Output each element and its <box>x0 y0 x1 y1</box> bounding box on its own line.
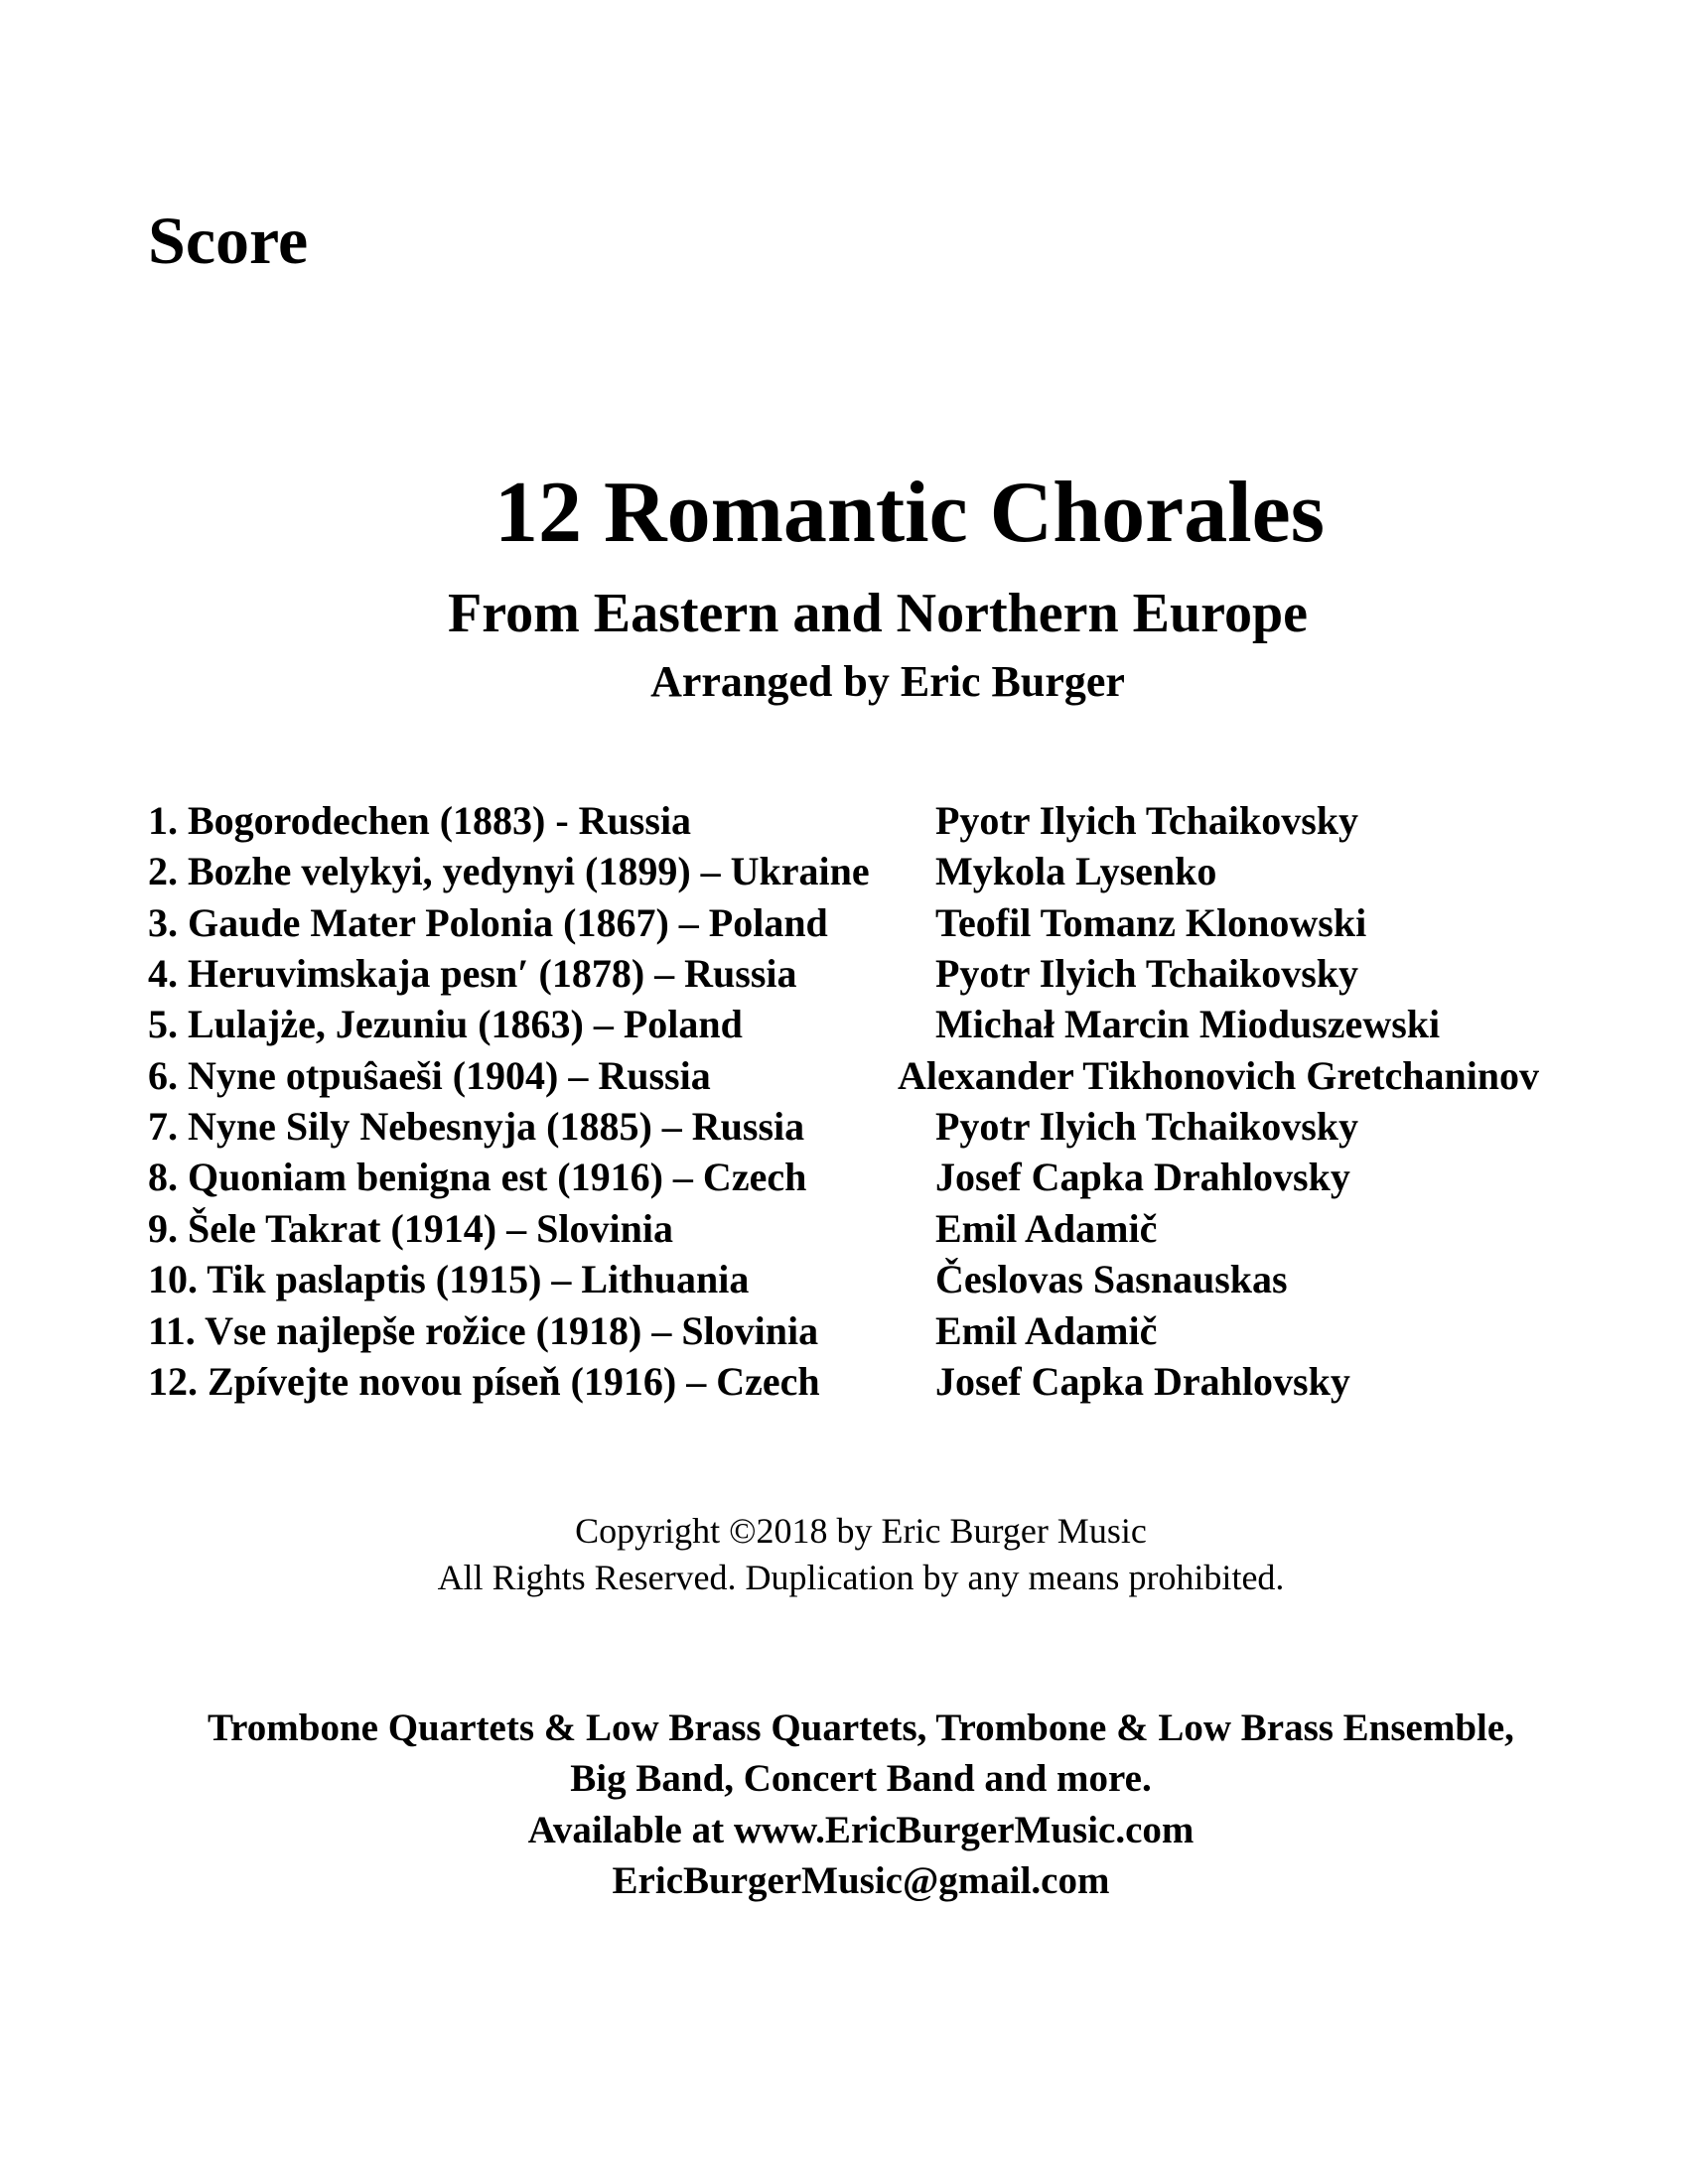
footer-line: Big Band, Concert Band and more. <box>570 1757 1152 1800</box>
list-item <box>0 798 1688 853</box>
copyright-line: Copyright ©2018 by Eric Burger Music <box>575 1511 1147 1551</box>
list-item <box>0 1002 1688 1056</box>
footer-line: Trombone Quartets & Low Brass Quartets, Trombone & Low Brass Ensemble, <box>208 1706 1514 1749</box>
list-item <box>0 1206 1688 1261</box>
chorale-title: 6. Nyne otpuŝaeši (1904) – Russia <box>148 1053 711 1098</box>
chorale-title: 1. Bogorodechen (1883) - Russia <box>148 798 692 843</box>
chorale-title: 10. Tik paslaptis (1915) – Lithuania <box>148 1257 750 1301</box>
list-item <box>0 1053 1688 1108</box>
list-item <box>0 951 1688 1006</box>
composer: Teofil Tomanz Klonowski <box>935 900 1367 945</box>
score-label: Score <box>148 203 309 278</box>
list-item <box>0 900 1688 955</box>
subtitle: From Eastern and Northern Europe <box>448 583 1308 644</box>
composer: Emil Adamič <box>935 1206 1158 1251</box>
composer: Alexander Tikhonovich Gretchaninov <box>898 1053 1540 1098</box>
chorale-title: 12. Zpívejte novou píseň (1916) – Czech <box>148 1359 820 1404</box>
chorale-title: 4. Heruvimskaja pesn′ (1878) – Russia <box>148 951 797 996</box>
composer: Pyotr Ilyich Tchaikovsky <box>935 798 1359 843</box>
chorale-title: 8. Quoniam benigna est (1916) – Czech <box>148 1155 807 1199</box>
list-item <box>0 1359 1688 1414</box>
arranger-credit: Arranged by Eric Burger <box>650 657 1125 706</box>
chorale-title: 5. Lulajże, Jezuniu (1863) – Poland <box>148 1002 743 1046</box>
email-line: EricBurgerMusic@gmail.com <box>612 1859 1110 1902</box>
composer: Pyotr Ilyich Tchaikovsky <box>935 951 1359 996</box>
composer: Česlovas Sasnauskas <box>935 1257 1288 1301</box>
list-item <box>0 1104 1688 1159</box>
composer: Michał Marcin Mioduszewski <box>935 1002 1441 1046</box>
list-item <box>0 1155 1688 1209</box>
composer: Josef Capka Drahlovsky <box>935 1359 1350 1404</box>
rights-line: All Rights Reserved. Duplication by any means prohibited. <box>437 1558 1285 1597</box>
website-line: Available at www.EricBurgerMusic.com <box>527 1809 1195 1851</box>
chorale-title: 3. Gaude Mater Polonia (1867) – Poland <box>148 900 828 945</box>
composer: Emil Adamič <box>935 1308 1158 1353</box>
chorale-title: 11. Vse najlepše rožice (1918) – Slovinia <box>148 1308 819 1353</box>
list-item <box>0 1257 1688 1311</box>
chorale-title: 2. Bozhe velykyi, yedynyi (1899) – Ukraine <box>148 849 870 893</box>
composer: Pyotr Ilyich Tchaikovsky <box>935 1104 1359 1149</box>
list-item <box>0 1308 1688 1363</box>
chorale-title: 9. Šele Takrat (1914) – Slovinia <box>148 1206 673 1251</box>
composer: Josef Capka Drahlovsky <box>935 1155 1350 1199</box>
page-title: 12 Romantic Chorales <box>494 465 1325 561</box>
chorale-title: 7. Nyne Sily Nebesnyja (1885) – Russia <box>148 1104 805 1149</box>
composer: Mykola Lysenko <box>935 849 1217 893</box>
list-item <box>0 849 1688 903</box>
